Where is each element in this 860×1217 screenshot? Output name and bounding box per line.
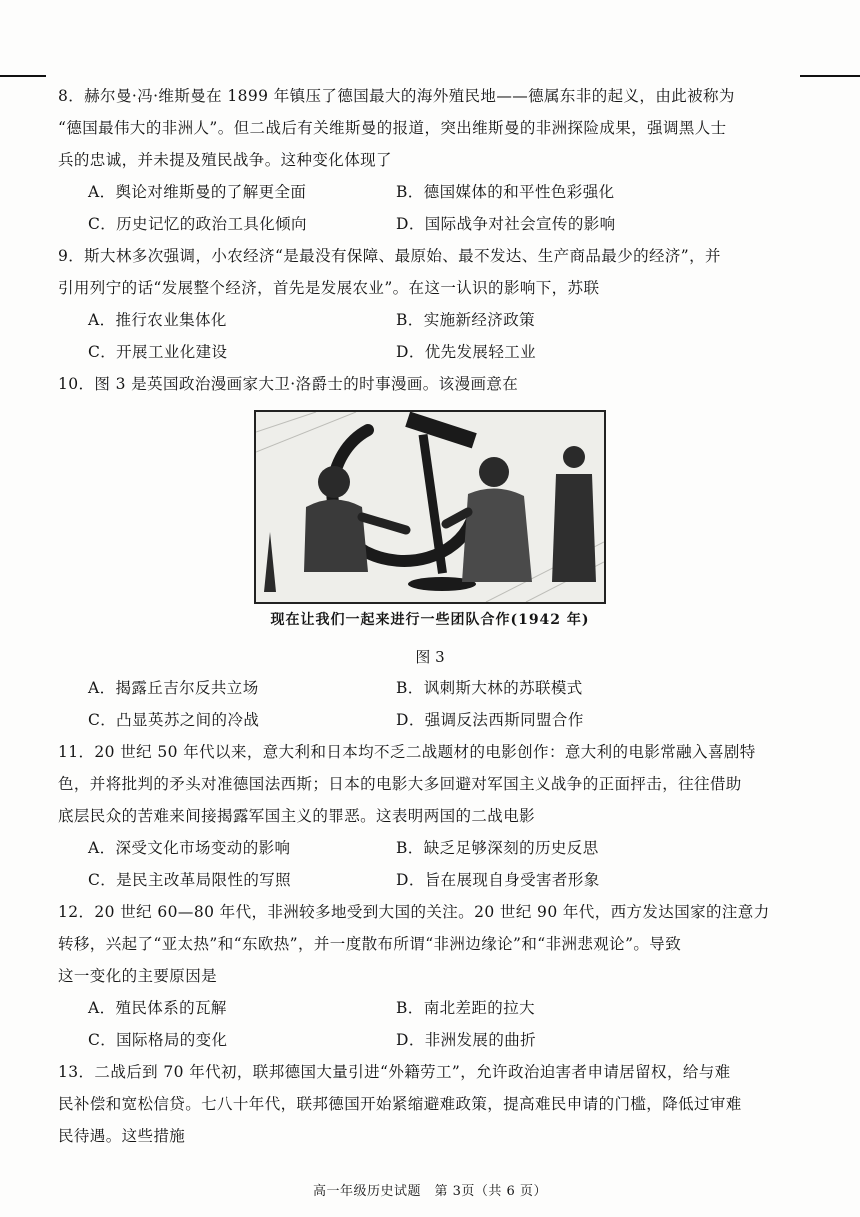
option-a: A．揭露丘吉尔反共立场: [88, 679, 259, 697]
question-10-options: [88, 672, 802, 736]
question-13: [58, 1056, 802, 1152]
question-10-line-1: 10．图 3 是英国政治漫画家大卫·洛爵士的时事漫画。该漫画意在: [58, 375, 519, 393]
cartoon-illustration: [256, 412, 604, 602]
question-12-options: [88, 992, 802, 1056]
header-rule-right: [800, 75, 860, 77]
question-8-line-3: 兵的忠诚，并未提及殖民战争。这种变化体现了: [58, 151, 392, 169]
question-11-options: [88, 832, 802, 896]
option-b: B．讽刺斯大林的苏联模式: [396, 679, 583, 697]
option-c: C．历史记忆的政治工具化倾向: [88, 215, 307, 233]
option-b: B．南北差距的拉大: [396, 999, 535, 1017]
question-9: [58, 240, 802, 368]
question-10: [58, 368, 802, 736]
question-13-line-3: 民待遇。这些措施: [58, 1127, 186, 1145]
figure-label: 图 3: [415, 648, 445, 666]
option-c: C．凸显英苏之间的冷战: [88, 711, 260, 729]
option-d: D．国际战争对社会宣传的影响: [396, 215, 616, 233]
question-11-line-3: 底层民众的苦难来间接揭露军国主义的罪恶。这表明两国的二战电影: [58, 807, 536, 825]
header-rule-left: [0, 75, 46, 77]
question-11-line-1: 11．20 世纪 50 年代以来，意大利和日本均不乏二战题材的电影创作：意大利的电影常融入喜剧特: [58, 743, 756, 761]
question-13-line-2: 民补偿和宽松信贷。七八十年代，联邦德国开始紧缩避难政策，提高难民申请的门槛，降低过审难: [58, 1095, 742, 1113]
option-d: D．优先发展轻工业: [396, 343, 537, 361]
option-c: C．是民主改革局限性的写照: [88, 871, 292, 889]
question-9-options: [88, 304, 802, 368]
option-a: A．深受文化市场变动的影响: [88, 839, 291, 857]
question-8-line-2: “德国最伟大的非洲人”。但二战后有关维斯曼的报道，突出维斯曼的非洲探险成果，强调黑人士: [58, 119, 727, 137]
option-a: A．殖民体系的瓦解: [88, 999, 227, 1017]
option-d: D．强调反法西斯同盟合作: [396, 711, 584, 729]
question-11-line-2: 色，并将批判的矛头对准德国法西斯；日本的电影大多回避对军国主义战争的正面抨击，往往借助: [58, 775, 742, 793]
option-d: D．非洲发展的曲折: [396, 1031, 537, 1049]
option-c: C．国际格局的变化: [88, 1031, 228, 1049]
question-12-line-2: 转移，兴起了“亚太热”和“东欧热”，并一度散布所谓“非洲边缘论”和“非洲悲观论”。导致: [58, 935, 682, 953]
page-footer: 高一年级历史试题 第 3页（共 6 页）: [313, 1184, 547, 1199]
question-12-line-1: 12．20 世纪 60—80 年代，非洲较多地受到大国的关注。20 世纪 90 年代，西方发达国家的注意力: [58, 903, 770, 921]
option-b: B．实施新经济政策: [396, 311, 535, 329]
question-8-options: [88, 176, 802, 240]
option-d: D．旨在展现自身受害者形象: [396, 871, 600, 889]
option-b: B．德国媒体的和平性色彩强化: [396, 183, 615, 201]
cartoon-figure: [254, 410, 606, 604]
question-8-line-1: 8．赫尔曼·冯·维斯曼在 1899 年镇压了德国最大的海外殖民地——德属东非的起义，由此被称为: [58, 87, 735, 105]
question-9-line-2: 引用列宁的话“发展整个经济，首先是发展农业”。在这一认识的影响下，苏联: [58, 279, 600, 297]
option-a: A．推行农业集体化: [88, 311, 227, 329]
option-b: B．缺乏足够深刻的历史反思: [396, 839, 599, 857]
question-13-line-1: 13．二战后到 70 年代初，联邦德国大量引进“外籍劳工”，允许政治迫害者申请居留权，给与难: [58, 1063, 731, 1081]
cartoon-caption: 现在让我们一起来进行一些团队合作(1942 年): [270, 612, 590, 628]
question-9-line-1: 9．斯大林多次强调，小农经济“是最没有保障、最原始、最不发达、生产商品最少的经济”，并: [58, 247, 721, 265]
exam-page: [58, 80, 802, 1152]
option-c: C．开展工业化建设: [88, 343, 228, 361]
question-8: [58, 80, 802, 240]
option-a: A．舆论对维斯曼的了解更全面: [88, 183, 307, 201]
question-12-line-3: 这一变化的主要原因是: [58, 967, 218, 985]
question-12: [58, 896, 802, 1056]
question-11: [58, 736, 802, 896]
